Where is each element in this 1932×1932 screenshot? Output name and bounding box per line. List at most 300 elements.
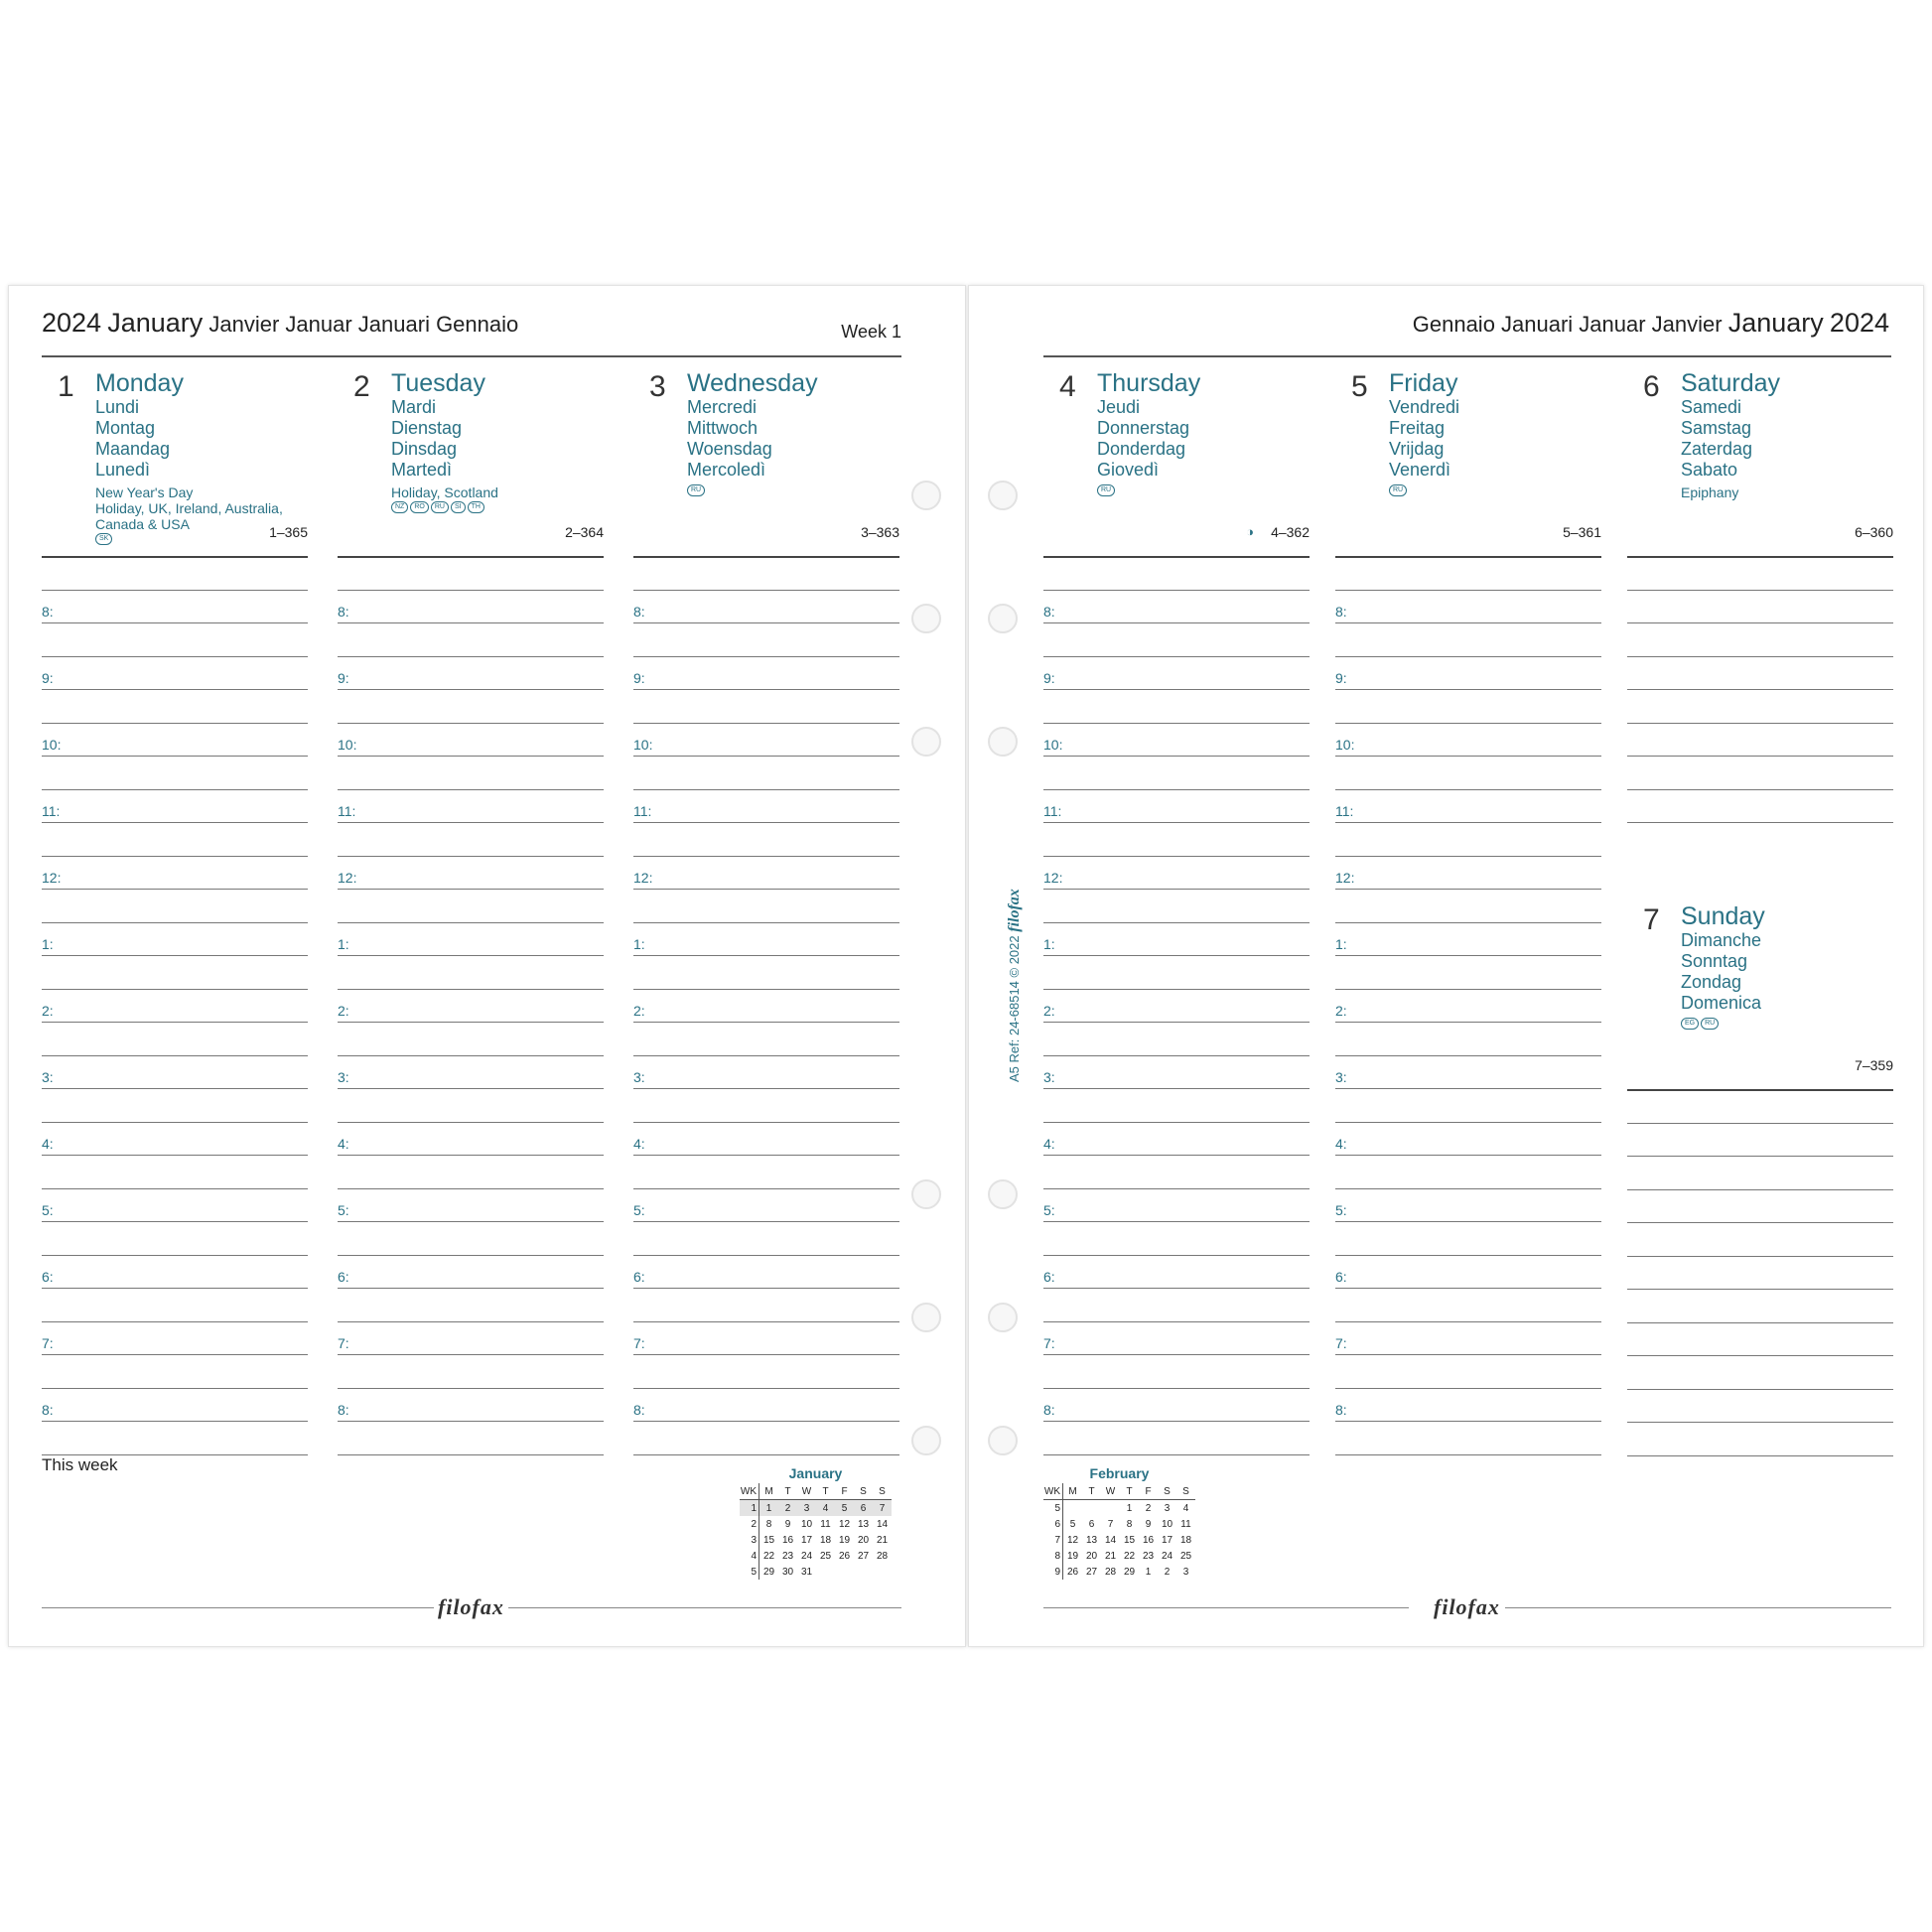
ruled-line bbox=[633, 789, 899, 790]
calendar-day-cell: 25 bbox=[1179, 1550, 1192, 1562]
ruled-line bbox=[1043, 822, 1310, 823]
ruled-line bbox=[1627, 1222, 1893, 1223]
calendar-day-cell: 23 bbox=[781, 1550, 794, 1562]
ruled-line bbox=[1335, 822, 1601, 823]
calendar-day-cell: 30 bbox=[781, 1566, 794, 1578]
country-badges bbox=[95, 533, 112, 545]
ruled-line bbox=[42, 922, 308, 923]
ruled-line bbox=[1335, 955, 1601, 956]
day-name-translation: Martedì bbox=[391, 460, 453, 480]
hour-label: 1: bbox=[633, 935, 645, 952]
calendar-day-cell bbox=[1063, 1500, 1083, 1517]
calendar-day-cell: 6 bbox=[854, 1500, 873, 1517]
hour-label: 8: bbox=[633, 1401, 645, 1418]
ruled-line bbox=[1335, 1088, 1601, 1089]
hour-label: 12: bbox=[338, 869, 357, 886]
day-count: 4–362 bbox=[1271, 524, 1310, 540]
ruled-line bbox=[42, 955, 308, 956]
ruled-line bbox=[338, 1454, 604, 1455]
holiday-note: New Year's Day bbox=[95, 484, 194, 500]
hour-label: 11: bbox=[1043, 802, 1062, 819]
country-badges bbox=[1097, 484, 1115, 496]
calendar-header-cell: S bbox=[873, 1483, 892, 1500]
day-number: 2 bbox=[353, 370, 370, 403]
ruled-line bbox=[1335, 622, 1601, 623]
day-name-translation: Mardi bbox=[391, 397, 437, 417]
ruled-line bbox=[1335, 1388, 1601, 1389]
day-count: 7–359 bbox=[1855, 1057, 1893, 1073]
day-count: 2–364 bbox=[565, 524, 604, 540]
ruled-line bbox=[1335, 1255, 1601, 1256]
ruled-line bbox=[1335, 1354, 1601, 1355]
holiday-note: Canada & USA bbox=[95, 516, 190, 532]
ruled-line bbox=[633, 1288, 899, 1289]
ruled-line bbox=[42, 622, 308, 623]
calendar-header-cell: T bbox=[778, 1483, 797, 1500]
day-name-translation: Dinsdag bbox=[391, 439, 458, 459]
ruled-line bbox=[633, 822, 899, 823]
ruled-line bbox=[338, 756, 604, 757]
ruled-line bbox=[633, 590, 899, 591]
calendar-day-cell: 27 bbox=[857, 1550, 870, 1562]
calendar-day-cell: 10 bbox=[1161, 1518, 1173, 1530]
header-year: 2024 bbox=[42, 308, 102, 338]
ruled-line bbox=[633, 1188, 899, 1189]
ruled-line bbox=[1627, 1089, 1893, 1091]
ruled-line bbox=[42, 1088, 308, 1089]
calendar-day-cell: 24 bbox=[1161, 1550, 1173, 1562]
day-name-translation: Montag bbox=[95, 418, 156, 438]
punch-hole bbox=[988, 604, 1018, 633]
ruled-line bbox=[1627, 556, 1893, 558]
hour-label: 8: bbox=[1335, 603, 1347, 620]
day-number: 7 bbox=[1643, 903, 1660, 936]
calendar-day-cell: 10 bbox=[800, 1518, 813, 1530]
calendar-day-cell: 27 bbox=[1085, 1566, 1098, 1578]
calendar-day-cell: 3 bbox=[1164, 1502, 1171, 1514]
hour-label: 6: bbox=[42, 1268, 54, 1285]
ruled-line bbox=[338, 656, 604, 657]
day-column-thursday bbox=[1043, 286, 1310, 1646]
hour-label: 8: bbox=[633, 603, 645, 620]
day-name-translation: Samedi bbox=[1681, 397, 1742, 417]
footer-rule-right bbox=[1505, 1607, 1891, 1608]
calendar-day-cell: 2 bbox=[1164, 1566, 1171, 1578]
ruled-line bbox=[1335, 1155, 1601, 1156]
day-number: 3 bbox=[649, 370, 666, 403]
ruled-line bbox=[42, 656, 308, 657]
day-column-weekend bbox=[1627, 286, 1893, 1646]
ruled-line bbox=[42, 756, 308, 757]
calendar-day-cell: 11 bbox=[820, 1518, 831, 1530]
ruled-line bbox=[1627, 822, 1893, 823]
ruled-line bbox=[1335, 556, 1601, 558]
filofax-logo: filofax bbox=[1434, 1594, 1500, 1619]
header-month: January bbox=[1727, 308, 1824, 338]
ruled-line bbox=[42, 1421, 308, 1422]
ruled-line bbox=[1043, 1122, 1310, 1123]
ruled-line bbox=[42, 1155, 308, 1156]
day-name-translation: Jeudi bbox=[1097, 397, 1141, 417]
calendar-day-cell: 2 bbox=[1145, 1502, 1152, 1514]
ruled-line bbox=[42, 789, 308, 790]
ruled-line bbox=[1627, 1389, 1893, 1390]
hour-label: 5: bbox=[633, 1201, 645, 1218]
ruled-line bbox=[633, 955, 899, 956]
filofax-logo: filofax bbox=[438, 1594, 504, 1619]
hour-label: 11: bbox=[1335, 802, 1354, 819]
punch-hole bbox=[988, 1303, 1018, 1332]
ruled-line bbox=[42, 1388, 308, 1389]
day-name-translation: Domenica bbox=[1681, 993, 1762, 1013]
calendar-header-cell: M bbox=[1063, 1483, 1083, 1500]
hour-label: 7: bbox=[1043, 1334, 1055, 1351]
day-column-tuesday bbox=[338, 286, 604, 1646]
country-badge: NZ bbox=[391, 501, 408, 513]
calendar-day-cell: 13 bbox=[857, 1518, 870, 1530]
calendar-day-cell: 1 bbox=[1126, 1502, 1133, 1514]
calendar-day-cell: 28 bbox=[1104, 1566, 1117, 1578]
calendar-day-cell: 12 bbox=[838, 1518, 851, 1530]
hour-label: 9: bbox=[633, 669, 645, 686]
calendar-week-number: 4 bbox=[740, 1548, 759, 1564]
calendar-day-cell: 21 bbox=[876, 1534, 889, 1546]
ruled-line bbox=[1335, 1055, 1601, 1056]
ruled-line bbox=[1627, 656, 1893, 657]
calendar-header-cell: WK bbox=[740, 1483, 759, 1500]
calendar-day-cell: 17 bbox=[1161, 1534, 1173, 1546]
hour-label: 8: bbox=[1043, 1401, 1055, 1418]
day-name-translation: Mercoledì bbox=[687, 460, 766, 480]
punch-hole bbox=[988, 1179, 1018, 1209]
day-column-monday bbox=[42, 286, 308, 1646]
ruled-line bbox=[338, 789, 604, 790]
ruled-line bbox=[338, 622, 604, 623]
ruled-line bbox=[338, 689, 604, 690]
calendar-header-cell: F bbox=[1139, 1483, 1158, 1500]
ruled-line bbox=[1335, 1122, 1601, 1123]
ruled-line bbox=[1335, 989, 1601, 990]
day-name-translation: Sonntag bbox=[1681, 951, 1748, 971]
hour-label: 11: bbox=[338, 802, 356, 819]
ruled-line bbox=[42, 1288, 308, 1289]
hour-label: 4: bbox=[1335, 1135, 1347, 1152]
ruled-line bbox=[338, 1122, 604, 1123]
calendar-day-cell: 17 bbox=[800, 1534, 813, 1546]
ruled-line bbox=[42, 689, 308, 690]
ruled-line bbox=[1335, 1221, 1601, 1222]
ruled-line bbox=[338, 889, 604, 890]
ruled-line bbox=[338, 1022, 604, 1023]
ruled-line bbox=[1043, 590, 1310, 591]
hour-label: 1: bbox=[42, 935, 54, 952]
hour-label: 8: bbox=[42, 603, 54, 620]
ruled-line bbox=[1627, 1422, 1893, 1423]
hour-label: 5: bbox=[1043, 1201, 1055, 1218]
punch-hole bbox=[988, 481, 1018, 510]
hour-label: 12: bbox=[633, 869, 653, 886]
calendar-day-cell: 26 bbox=[1066, 1566, 1079, 1578]
ruled-line bbox=[1043, 856, 1310, 857]
country-badges bbox=[391, 501, 484, 513]
ruled-line bbox=[338, 1321, 604, 1322]
day-name-translation: Zaterdag bbox=[1681, 439, 1753, 459]
punch-hole bbox=[911, 1179, 941, 1209]
ruled-line bbox=[42, 1122, 308, 1123]
footer-rule-left bbox=[1043, 1607, 1409, 1608]
calendar-day-cell: 15 bbox=[762, 1534, 775, 1546]
day-column-friday bbox=[1335, 286, 1601, 1646]
calendar-week-number: 3 bbox=[740, 1532, 759, 1548]
ruled-line bbox=[1335, 889, 1601, 890]
calendar-day-cell: 1 bbox=[1145, 1566, 1152, 1578]
calendar-header-cell: F bbox=[835, 1483, 854, 1500]
header-month: January bbox=[107, 308, 204, 338]
hour-label: 1: bbox=[338, 935, 349, 952]
ruled-line bbox=[633, 1221, 899, 1222]
calendar-header-cell: W bbox=[797, 1483, 816, 1500]
moon-phase-icon: ◑ bbox=[1246, 524, 1254, 539]
day-name-translation: Donnerstag bbox=[1097, 418, 1190, 438]
ruled-line bbox=[1627, 789, 1893, 790]
calendar-day-cell: 5 bbox=[835, 1500, 854, 1517]
punch-hole bbox=[911, 1426, 941, 1455]
country-badge: RU bbox=[1701, 1018, 1719, 1030]
ruled-line bbox=[1043, 955, 1310, 956]
ruled-line bbox=[1043, 989, 1310, 990]
calendar-day-cell: 24 bbox=[800, 1550, 813, 1562]
ruled-line bbox=[338, 856, 604, 857]
holiday-note: Holiday, UK, Ireland, Australia, bbox=[95, 500, 283, 516]
hour-label: 3: bbox=[1335, 1068, 1347, 1085]
day-name-translation: Sabato bbox=[1681, 460, 1738, 480]
calendar-day-cell: 12 bbox=[1066, 1534, 1079, 1546]
calendar-week-number: 5 bbox=[1043, 1500, 1063, 1517]
day-name-translation: Zondag bbox=[1681, 972, 1742, 992]
hour-label: 7: bbox=[42, 1334, 54, 1351]
ruled-line bbox=[633, 1421, 899, 1422]
ruled-line bbox=[42, 1354, 308, 1355]
hour-label: 10: bbox=[633, 736, 653, 753]
ruled-line bbox=[42, 822, 308, 823]
calendar-header-cell: S bbox=[854, 1483, 873, 1500]
hour-label: 4: bbox=[1043, 1135, 1055, 1152]
hour-label: 9: bbox=[1043, 669, 1055, 686]
calendar-day-cell: 19 bbox=[838, 1534, 851, 1546]
ruled-line bbox=[338, 1388, 604, 1389]
calendar-day-cell: 8 bbox=[765, 1518, 772, 1530]
ruled-line bbox=[1043, 1155, 1310, 1156]
hour-label: 7: bbox=[1335, 1334, 1347, 1351]
right-page bbox=[968, 285, 1924, 1647]
calendar-day-cell bbox=[873, 1564, 892, 1580]
hour-label: 10: bbox=[42, 736, 62, 753]
ruled-line bbox=[1043, 656, 1310, 657]
ruled-line bbox=[633, 1022, 899, 1023]
ruled-line bbox=[338, 556, 604, 558]
footer-rule-left bbox=[42, 1607, 434, 1608]
hour-label: 3: bbox=[42, 1068, 54, 1085]
calendar-day-cell bbox=[835, 1564, 854, 1580]
calendar-header-cell: T bbox=[1082, 1483, 1101, 1500]
ruled-line bbox=[1627, 1289, 1893, 1290]
hour-label: 8: bbox=[42, 1401, 54, 1418]
ruled-line bbox=[633, 622, 899, 623]
country-badge: SI bbox=[451, 501, 466, 513]
hour-label: 9: bbox=[1335, 669, 1347, 686]
hour-label: 5: bbox=[1335, 1201, 1347, 1218]
calendar-day-cell: 15 bbox=[1123, 1534, 1136, 1546]
ruled-line bbox=[338, 989, 604, 990]
hour-label: 3: bbox=[1043, 1068, 1055, 1085]
day-name-translation: Maandag bbox=[95, 439, 171, 459]
calendar-day-cell bbox=[1082, 1500, 1101, 1517]
calendar-day-cell: 14 bbox=[876, 1518, 889, 1530]
day-number: 6 bbox=[1643, 370, 1660, 403]
hour-label: 8: bbox=[1335, 1401, 1347, 1418]
hour-label: 2: bbox=[1043, 1002, 1055, 1019]
ruled-line bbox=[1627, 1355, 1893, 1356]
ruled-line bbox=[1043, 1088, 1310, 1089]
calendar-week-number: 1 bbox=[740, 1500, 759, 1517]
ruled-line bbox=[1335, 756, 1601, 757]
punch-hole bbox=[911, 1303, 941, 1332]
country-badge: RU bbox=[431, 501, 449, 513]
ruled-line bbox=[1627, 590, 1893, 591]
ruled-line bbox=[338, 1088, 604, 1089]
day-name-translation: Venerdì bbox=[1389, 460, 1451, 480]
calendar-day-cell: 18 bbox=[1179, 1534, 1192, 1546]
hour-label: 10: bbox=[338, 736, 357, 753]
ruled-line bbox=[338, 955, 604, 956]
ruled-line bbox=[1335, 1022, 1601, 1023]
calendar-day-cell: 13 bbox=[1085, 1534, 1098, 1546]
calendar-header-cell: T bbox=[816, 1483, 835, 1500]
ruled-line bbox=[42, 856, 308, 857]
ruled-line bbox=[1335, 1288, 1601, 1289]
calendar-day-cell: 29 bbox=[762, 1566, 775, 1578]
ruled-line bbox=[1335, 1421, 1601, 1422]
hour-label: 12: bbox=[1335, 869, 1355, 886]
calendar-day-cell: 22 bbox=[762, 1550, 775, 1562]
calendar-day-cell bbox=[1101, 1500, 1120, 1517]
calendar-day-cell: 7 bbox=[873, 1500, 892, 1517]
calendar-day-cell: 9 bbox=[784, 1518, 791, 1530]
hour-label: 1: bbox=[1335, 935, 1347, 952]
ruled-line bbox=[1043, 1255, 1310, 1256]
ruled-line bbox=[1627, 622, 1893, 623]
header-month-translations: Gennaio Januari Januar Janvier bbox=[1412, 312, 1723, 337]
ruled-line bbox=[633, 756, 899, 757]
day-name: Thursday bbox=[1097, 369, 1201, 397]
ruled-line bbox=[42, 1255, 308, 1256]
ruled-line bbox=[338, 1221, 604, 1222]
ruled-line bbox=[42, 723, 308, 724]
this-week-label: This week bbox=[42, 1455, 118, 1474]
day-number: 4 bbox=[1059, 370, 1076, 403]
hour-label: 10: bbox=[1043, 736, 1063, 753]
ruled-line bbox=[1043, 1188, 1310, 1189]
ruled-line bbox=[42, 1221, 308, 1222]
ruled-line bbox=[1335, 1188, 1601, 1189]
spine-reference bbox=[1006, 889, 1024, 1082]
calendar-day-cell: 19 bbox=[1066, 1550, 1079, 1562]
hour-label: 5: bbox=[42, 1201, 54, 1218]
punch-hole bbox=[911, 481, 941, 510]
punch-hole bbox=[911, 727, 941, 757]
ruled-line bbox=[1043, 1022, 1310, 1023]
ruled-line bbox=[633, 1155, 899, 1156]
ruled-line bbox=[1043, 723, 1310, 724]
country-badge: TH bbox=[468, 501, 484, 513]
hour-label: 3: bbox=[633, 1068, 645, 1085]
ruled-line bbox=[1627, 1256, 1893, 1257]
ruled-line bbox=[338, 1188, 604, 1189]
ruled-line bbox=[42, 1055, 308, 1056]
ruled-line bbox=[338, 723, 604, 724]
day-count: 1–365 bbox=[269, 524, 308, 540]
ruled-line bbox=[338, 822, 604, 823]
hour-label: 6: bbox=[1335, 1268, 1347, 1285]
hour-label: 2: bbox=[338, 1002, 349, 1019]
country-badge: RU bbox=[687, 484, 705, 496]
calendar-day-cell: 23 bbox=[1142, 1550, 1155, 1562]
day-name-translation: Dimanche bbox=[1681, 930, 1762, 950]
country-badge: RO bbox=[410, 501, 429, 513]
day-name: Monday bbox=[95, 369, 184, 397]
calendar-day-cell: 4 bbox=[1182, 1502, 1189, 1514]
calendar-week-number: 6 bbox=[1043, 1516, 1063, 1532]
ruled-line bbox=[338, 1155, 604, 1156]
calendar-day-cell bbox=[854, 1564, 873, 1580]
week-number: Week 1 bbox=[841, 322, 901, 342]
hour-label: 8: bbox=[1043, 603, 1055, 620]
country-badge: RU bbox=[1097, 484, 1115, 496]
ruled-line bbox=[633, 1354, 899, 1355]
ruled-line bbox=[1043, 1288, 1310, 1289]
ruled-line bbox=[338, 1055, 604, 1056]
calendar-day-cell: 26 bbox=[838, 1550, 851, 1562]
ruled-line bbox=[633, 856, 899, 857]
hour-label: 4: bbox=[338, 1135, 349, 1152]
ruled-line bbox=[1043, 1354, 1310, 1355]
day-name-translation: Vendredi bbox=[1389, 397, 1460, 417]
ruled-line bbox=[633, 1255, 899, 1256]
hour-label: 10: bbox=[1335, 736, 1355, 753]
day-name: Tuesday bbox=[391, 369, 485, 397]
ruled-line bbox=[633, 723, 899, 724]
country-badge: EG bbox=[1681, 1018, 1699, 1030]
ruled-line bbox=[42, 1188, 308, 1189]
ruled-line bbox=[1627, 1455, 1893, 1456]
day-count: 6–360 bbox=[1855, 524, 1893, 540]
calendar-day-cell: 11 bbox=[1180, 1518, 1191, 1530]
hour-label: 11: bbox=[633, 802, 652, 819]
ruled-line bbox=[42, 1022, 308, 1023]
ruled-line bbox=[1043, 922, 1310, 923]
calendar-week-number: 7 bbox=[1043, 1532, 1063, 1548]
hour-label: 12: bbox=[1043, 869, 1063, 886]
ruled-line bbox=[633, 1088, 899, 1089]
ruled-line bbox=[1043, 1221, 1310, 1222]
ruled-line bbox=[633, 889, 899, 890]
ruled-line bbox=[633, 689, 899, 690]
ruled-line bbox=[1335, 1321, 1601, 1322]
day-count: 3–363 bbox=[861, 524, 899, 540]
calendar-header-cell: T bbox=[1120, 1483, 1139, 1500]
ruled-line bbox=[42, 889, 308, 890]
calendar-day-cell: 5 bbox=[1069, 1518, 1076, 1530]
